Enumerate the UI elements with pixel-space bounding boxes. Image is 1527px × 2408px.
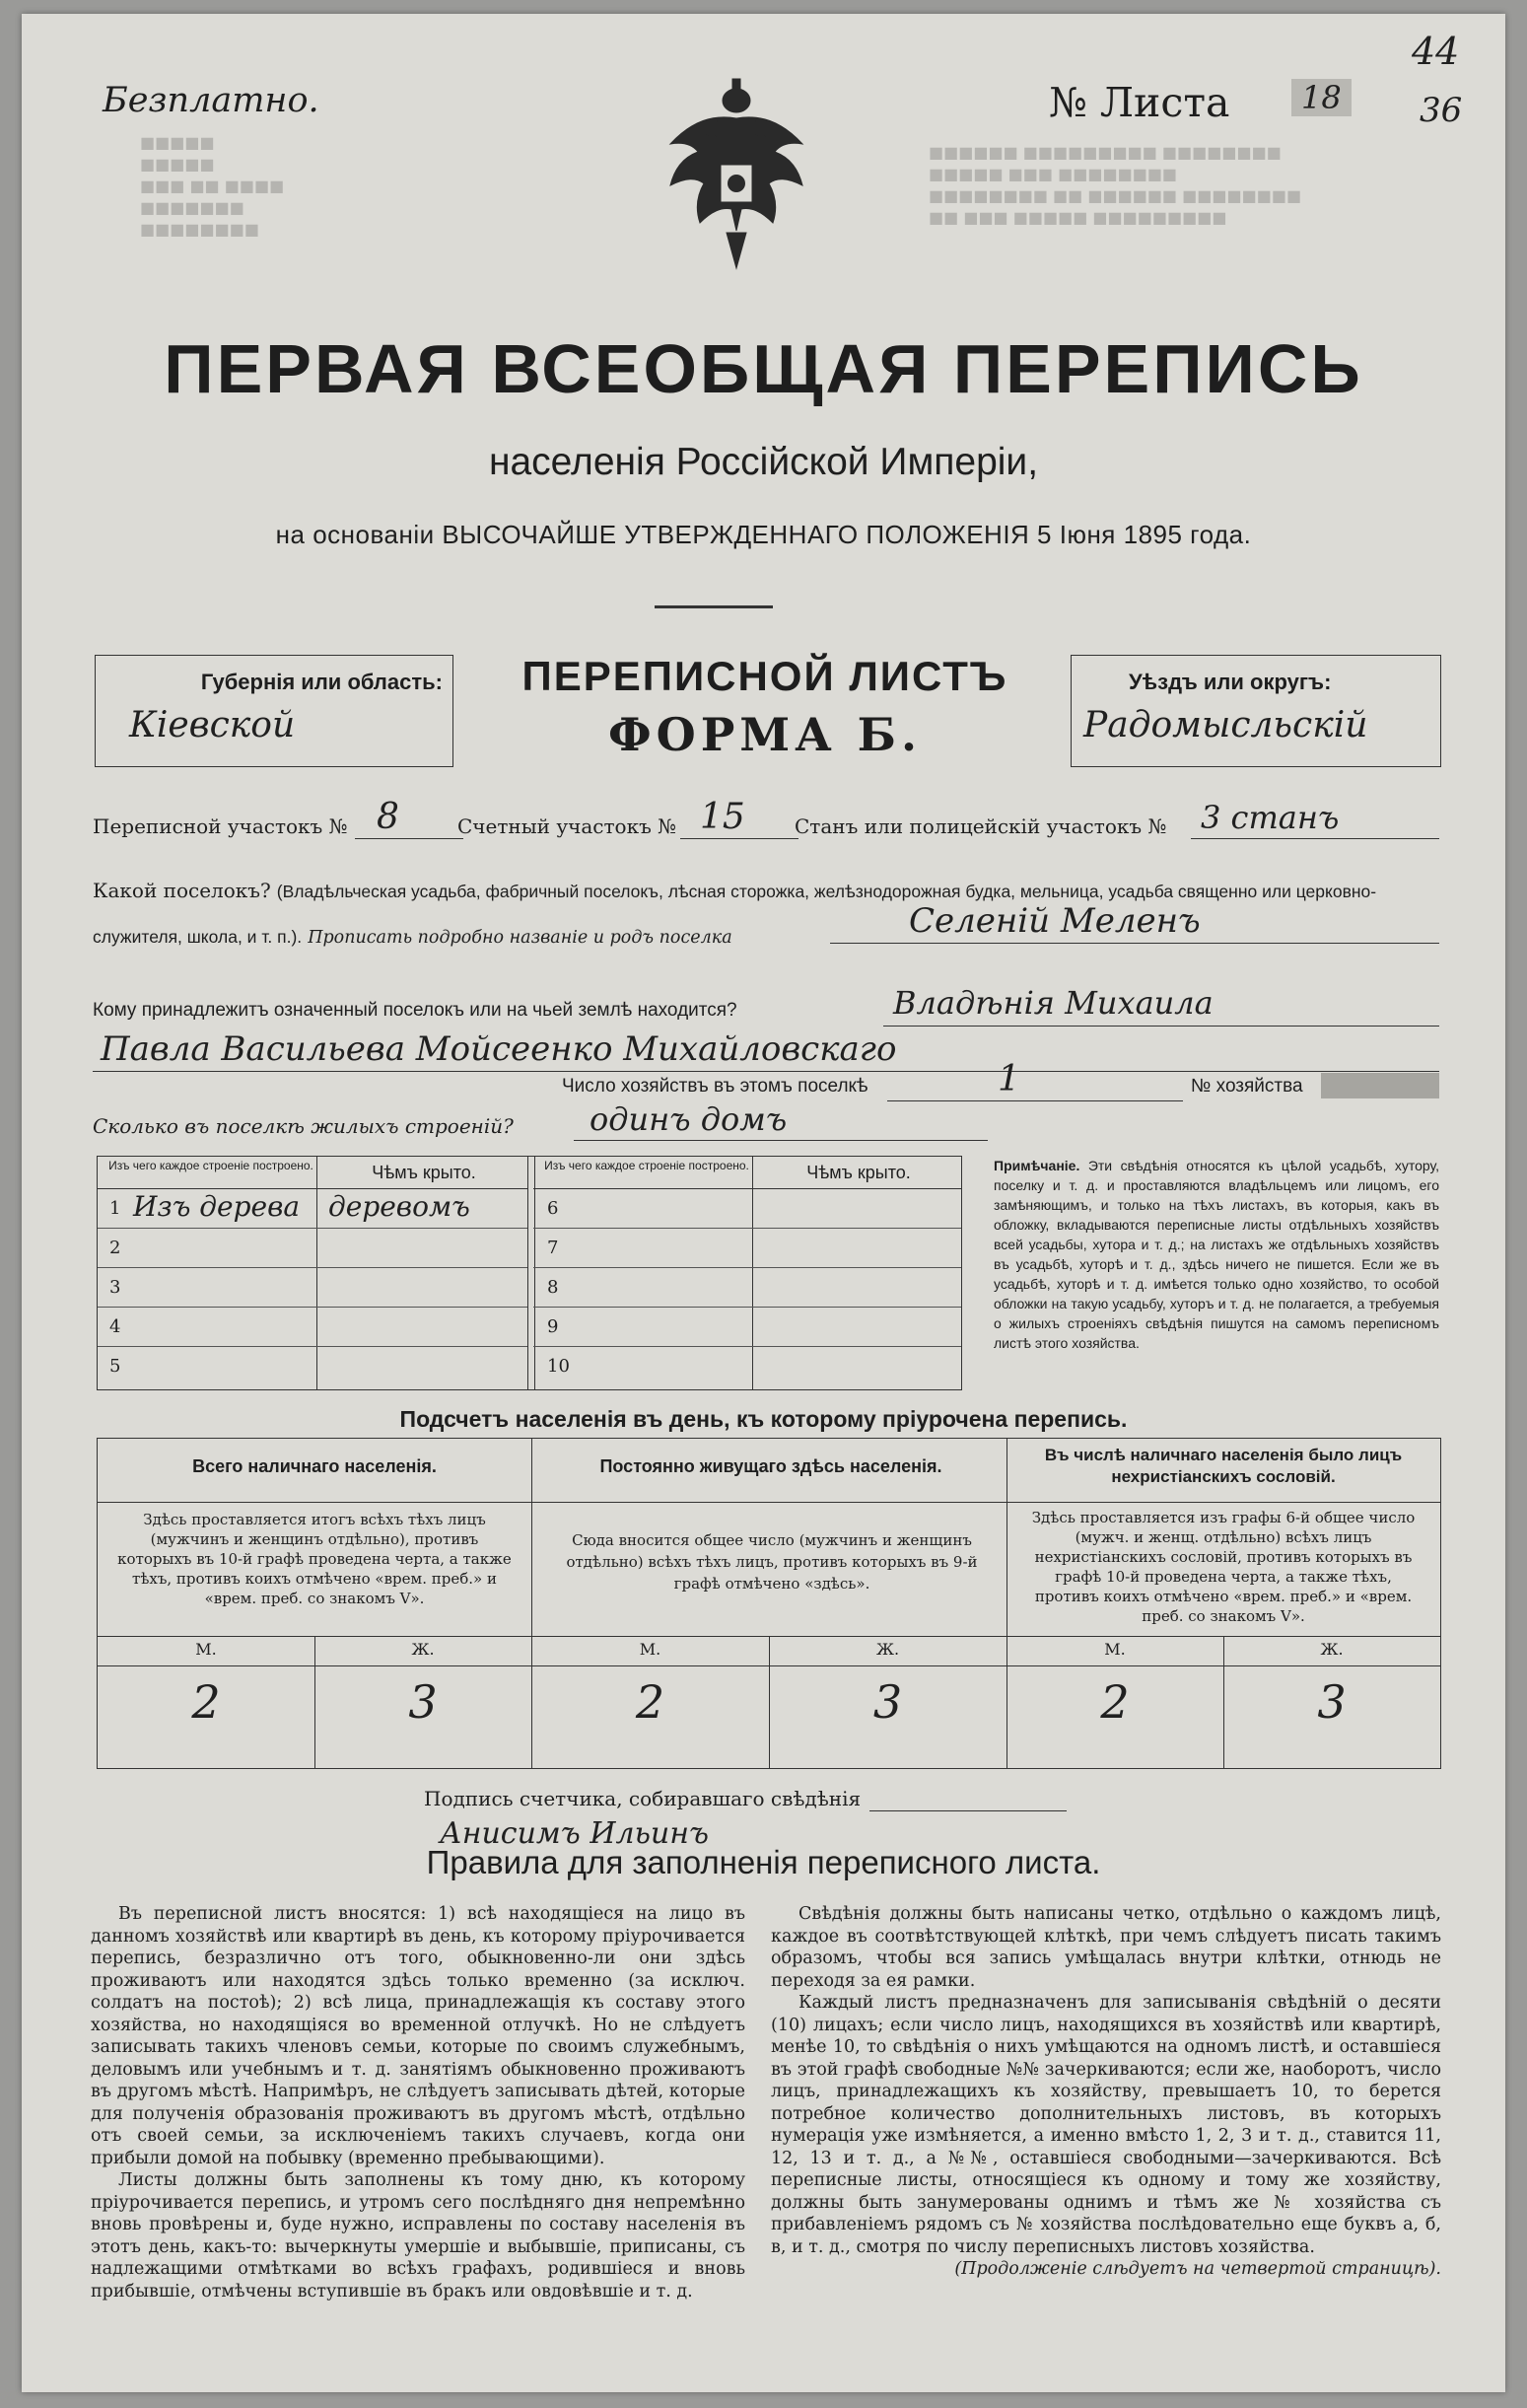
free-label: Безплатно.	[103, 81, 319, 120]
gubernia-label: Губернія или область:	[200, 670, 443, 694]
signature-label: Подпись счетчика, собиравшаго свѣдѣнія	[424, 1787, 862, 1810]
basis-line: на основаніи ВЫСОЧАЙШЕ УТВЕРЖДЕННАГО ПОЛОЖЕНІЯ 5 Іюня 1895 года.	[275, 520, 1252, 549]
rules-title: Правила для заполненія переписного листа.	[426, 1844, 1101, 1880]
row-rule	[98, 1228, 527, 1229]
bleed-through: ■■■■■■ ■■■■■■■■■ ■■■■■■■■ ■■■■■ ■■■ ■■■■■■■■ ■■■■■■■■ ■■ ■■■■■■ ■■■■■■■■ ■■ ■■■ ■■■■■ ■■■■■■■■■	[929, 143, 1302, 227]
m-label: М.	[1104, 1640, 1126, 1659]
household-no-label: № хозяйства	[1191, 1076, 1303, 1097]
household-no-redacted	[1321, 1073, 1439, 1098]
signature-value: Анисимъ Ильинъ	[440, 1816, 710, 1851]
uezd-box	[1071, 655, 1441, 767]
archive-number-bottom: 36	[1420, 91, 1463, 130]
count-value: 3	[872, 1675, 903, 1729]
note-text: Эти свѣдѣнія относятся къ цѣлой усадьбѣ, хутору, поселку и т. д. и проставляются владѣльцемъ или лицомъ, его замѣняющимъ, и только на тѣхъ листахъ, въ которыя, какъ въ обложку, вкладываются переписные листы отдѣльныхъ хозяйствъ всей усадьбы, хутора и т. д.; на листахъ же отдѣльныхъ хозяйствъ въ усадьбѣ, хуторѣ и т. д., здѣсь ничего не пишется. Если же въ усадьбѣ, хуторѣ и т. д. имѣется только одно хозяйство, то особой обложки на такую усадьбу, хуторъ и т. д. не полагается, а требуемыя о жилыхъ строеніяхъ свѣдѣнія пишутся на самомъ переписномъ листѣ этого хозяйства.	[994, 1158, 1440, 1351]
stan-label: Станъ или полицейскій участокъ №	[795, 814, 1167, 838]
owner-line-2	[93, 1071, 1439, 1072]
poselok-block	[93, 868, 1443, 960]
sheet-number-value: 18	[1291, 79, 1352, 116]
row-number: 7	[547, 1238, 559, 1258]
row-rule	[533, 1267, 961, 1268]
count-value: 3	[1317, 1675, 1347, 1729]
m-label: М.	[639, 1640, 661, 1659]
owner-label: Кому принадлежитъ означенный поселокъ или на чьей землѣ находится?	[93, 1000, 737, 1021]
buildings-right	[533, 1157, 961, 1389]
count-value: 2	[191, 1675, 221, 1729]
count-head-rule	[98, 1502, 1440, 1503]
count-value: 2	[635, 1675, 665, 1729]
row-number: 6	[547, 1198, 559, 1219]
owner-line-1	[883, 1026, 1439, 1027]
col1-text: Здѣсь проставляется итогъ всѣхъ тѣхъ лицъ (мужчинъ и женщинъ отдѣльно), противъ которыхъ въ 10-й графѣ проведена черта, а также тѣхъ, противъ коихъ отмѣчено «врем. преб.» и «врем. преб. со знакомъ V».	[117, 1511, 512, 1607]
poselok-value: Селеній Меленъ	[909, 901, 1201, 941]
note-block	[994, 1156, 1439, 1353]
stan-line	[1191, 838, 1439, 839]
h-material-2: Изъ чего каждое строеніе построено.	[544, 1159, 749, 1172]
row-number: 5	[109, 1356, 121, 1377]
header-rule	[533, 1188, 961, 1189]
buildings-left	[98, 1157, 527, 1389]
row-number: 3	[109, 1277, 121, 1298]
h-roof-2: Чѣмъ крыто.	[806, 1163, 911, 1182]
bleed-through: ■■■■■ ■■■■■ ■■■ ■■ ■■■■ ■■■■■■■ ■■■■■■■■	[140, 133, 285, 239]
poselok-label: Какой поселокъ?	[93, 879, 271, 902]
households-label: Число хозяйствъ въ этомъ поселкѣ	[562, 1076, 868, 1097]
header-rule	[98, 1188, 527, 1189]
row-number: 4	[109, 1316, 121, 1337]
col2-text: Сюда вносится общее число (мужчинъ и женщинъ отдѣльно) всѣхъ тѣхъ лицъ, противъ которыхъ въ 9-й графѣ отмѣчено «здѣсь».	[566, 1531, 978, 1593]
uezd-value: Радомысльскій	[1083, 705, 1368, 745]
material-value: Изъ дерева	[133, 1190, 301, 1223]
col2-head: Постоянно живущаго здѣсь населенія.	[599, 1456, 942, 1476]
census-title: ПЕРВАЯ ВСЕОБЩАЯ ПЕРЕПИСЬ	[164, 330, 1363, 407]
zh-label: Ж.	[411, 1640, 435, 1659]
perepisnoy-label: Переписной участокъ №	[93, 814, 348, 838]
roof-value: деревомъ	[328, 1190, 470, 1223]
row-rule	[98, 1307, 527, 1308]
archive-number-top: 44	[1412, 30, 1460, 73]
col-rule	[316, 1157, 317, 1389]
count-value: 2	[1100, 1675, 1130, 1729]
count-value: 3	[408, 1675, 438, 1729]
row-number: 8	[547, 1277, 559, 1298]
buildings-line	[574, 1140, 988, 1141]
sheet-number-label: № Листа	[1049, 79, 1230, 126]
note-label: Примѣчаніе.	[994, 1158, 1080, 1173]
rules-left-paragraph-2: Листы должны быть заполнены къ тому дню, къ которому пріурочивается перепись, и утромъ сего послѣдняго дня непремѣнно вновь провѣрены и, буде нужно, исправлены по составу населенія въ этотъ день, какъ-то: вычеркнуты умершіе и выбывшіе, приписаны, съ надлежащими отмѣтками во всѣхъ графахъ, родившіеся и вновь прибывшіе, отмѣчены вступившіе въ бракъ или овдовѣвшіе и т. д.	[91, 2170, 745, 2302]
gubernia-box	[95, 655, 453, 767]
owner-value-2: Павла Васильева Мойсеенко Михайловскаго	[101, 1029, 897, 1069]
rules-right-column	[771, 1903, 1441, 2281]
row-number: 9	[547, 1316, 559, 1337]
poselok-line	[830, 943, 1439, 944]
form-subtitle: ФОРМА Б.	[607, 708, 923, 761]
row-number: 1	[109, 1198, 121, 1219]
rules-left-column	[91, 1903, 745, 2302]
h-roof: Чѣмъ крыто.	[372, 1163, 476, 1182]
schetny-value: 15	[700, 797, 745, 837]
schetny-label: Счетный участокъ №	[457, 814, 677, 838]
col-rule	[752, 1157, 753, 1389]
gubernia-value: Кіевской	[129, 705, 296, 745]
poselok-hint: Прописать подробно названіе и родъ поселка	[308, 928, 732, 948]
row-number: 2	[109, 1238, 121, 1258]
m-label: М.	[195, 1640, 217, 1659]
owner-value-1: Владѣнія Михаила	[893, 984, 1214, 1022]
form-title: ПЕРЕПИСНОЙ ЛИСТЪ	[521, 653, 1008, 699]
row-rule	[533, 1228, 961, 1229]
poselok-note: (Владѣльческая усадьба, фабричный поселокъ, лѣсная сторожка, желѣзнодорожная будка, мельница, усадьба священно или церковно-служителя, школа, и т. п.).	[93, 882, 1377, 947]
row-rule	[98, 1346, 527, 1347]
perepisnoy-line	[355, 838, 463, 839]
row-rule	[533, 1346, 961, 1347]
rules-left-paragraph-1: Въ переписной листъ вносятся: 1) всѣ находящіеся на лицо въ данномъ хозяйствѣ или квартирѣ въ день, къ которому пріурочивается перепись, безразлично отъ того, обыкновенно-ли они здѣсь проживаютъ или находятся здѣсь только временно (за исключ. солдатъ на постоѣ); 2) всѣ лица, принадлежащія къ составу этого хозяйства, но находящіяся во временной отлучкѣ. Но не слѣдуетъ записывать такихъ членовъ семьи, которые по своимъ служебнымъ, деловымъ или учебнымъ и т. д. занятіямъ обыкновенно проживаютъ въ другомъ мѣстѣ. Напримѣръ, не слѣдуетъ записывать дѣтей, которые для полученія образованія проживаютъ въ другомъ мѣстѣ, отдѣльно отъ своей семьи, за исключеніемъ такихъ случаевъ, когда они прибыли домой на побывку (временно пребывающими).	[91, 1904, 745, 2168]
count-title: Подсчетъ населенія въ день, къ которому пріурочена перепись.	[399, 1406, 1128, 1432]
rules-right-paragraph-1: Свѣдѣнія должны быть написаны четко, отдѣльно о каждомъ лицѣ, каждое въ соотвѣтствующей клѣткѣ, при чемъ слѣдуетъ писать такимъ образомъ, чтобы вся запись умѣщалась внутри клѣтки, отнюдь не переходя за ея рамки.	[771, 1904, 1441, 1991]
buildings-table	[97, 1156, 962, 1390]
h-material: Изъ чего каждое строеніе построено.	[108, 1159, 313, 1172]
col1-head: Всего наличнаго населенія.	[192, 1456, 437, 1476]
stan-value: 3 станъ	[1201, 799, 1340, 836]
col3-text: Здѣсь проставляется изъ графы 6-й общее число (мужч. и женщ. отдѣльно) всѣхъ лицъ нехристіанскихъ сословій, противъ которыхъ въ графѣ 10-й проведена черта, а также тѣхъ, противъ коихъ отмѣчено «врем. преб.» и «врем. преб. со знакомъ V».	[1031, 1509, 1416, 1625]
buildings-value: одинъ домъ	[590, 1100, 788, 1138]
count-table	[97, 1438, 1441, 1769]
perepisnoy-value: 8	[377, 797, 399, 837]
schetny-line	[680, 838, 798, 839]
census-subtitle: населенія Россійской Имперіи,	[488, 441, 1039, 483]
row-rule	[533, 1307, 961, 1308]
double-headed-eagle-emblem	[653, 75, 820, 272]
zh-label: Ж.	[1320, 1640, 1344, 1659]
row-rule	[98, 1267, 527, 1268]
households-line	[887, 1100, 1183, 1101]
row-number: 10	[547, 1356, 570, 1377]
col3-head: Въ числѣ наличнаго населенія было лицъ нехристіанскихъ сословій.	[1044, 1446, 1403, 1486]
census-sheet	[22, 14, 1505, 2392]
buildings-label: Сколько въ поселкѣ жилыхъ строеній?	[93, 1114, 514, 1138]
title-divider	[655, 605, 773, 608]
signature-line	[869, 1810, 1067, 1811]
zh-label: Ж.	[875, 1640, 900, 1659]
uezd-label: Уѣздъ или округъ:	[1129, 670, 1332, 694]
households-value: 1	[998, 1059, 1020, 1099]
rules-right-paragraph-2: Каждый листъ предназначенъ для записыванія свѣдѣній о десяти (10) лицахъ; если число лицъ, находящихся въ хозяйствѣ или квартирѣ, менѣе 10, то свѣдѣнія о нихъ умѣщаются на одномъ листѣ, и оставшіеся въ этой графѣ свободные №№ зачеркиваются; если же, наоборотъ, число лицъ, принадлежащихъ къ хозяйству, превышаетъ 10, то берется потребное количество дополнительныхъ листовъ, въ которыхъ нумерація уже измѣняется, а именно вмѣсто 1, 2, 3 и т. д., ставится 11, 12, 13 и т. д., а №№, оставшіеся свободными—зачеркиваются. Всѣ переписные листы, относящіеся къ одному и тому же хозяйству, должны быть занумерованы однимъ и тѣмъ же № хозяйства съ прибавленіемъ рядомъ съ № хозяйства послѣдовательно еще буквъ а, б, в, и т. д., смотря по числу переписныхъ листовъ хозяйства.	[771, 1993, 1441, 2257]
rules-continued: (Продолженіе слѣдуетъ на четвертой страницѣ).	[954, 2259, 1441, 2279]
